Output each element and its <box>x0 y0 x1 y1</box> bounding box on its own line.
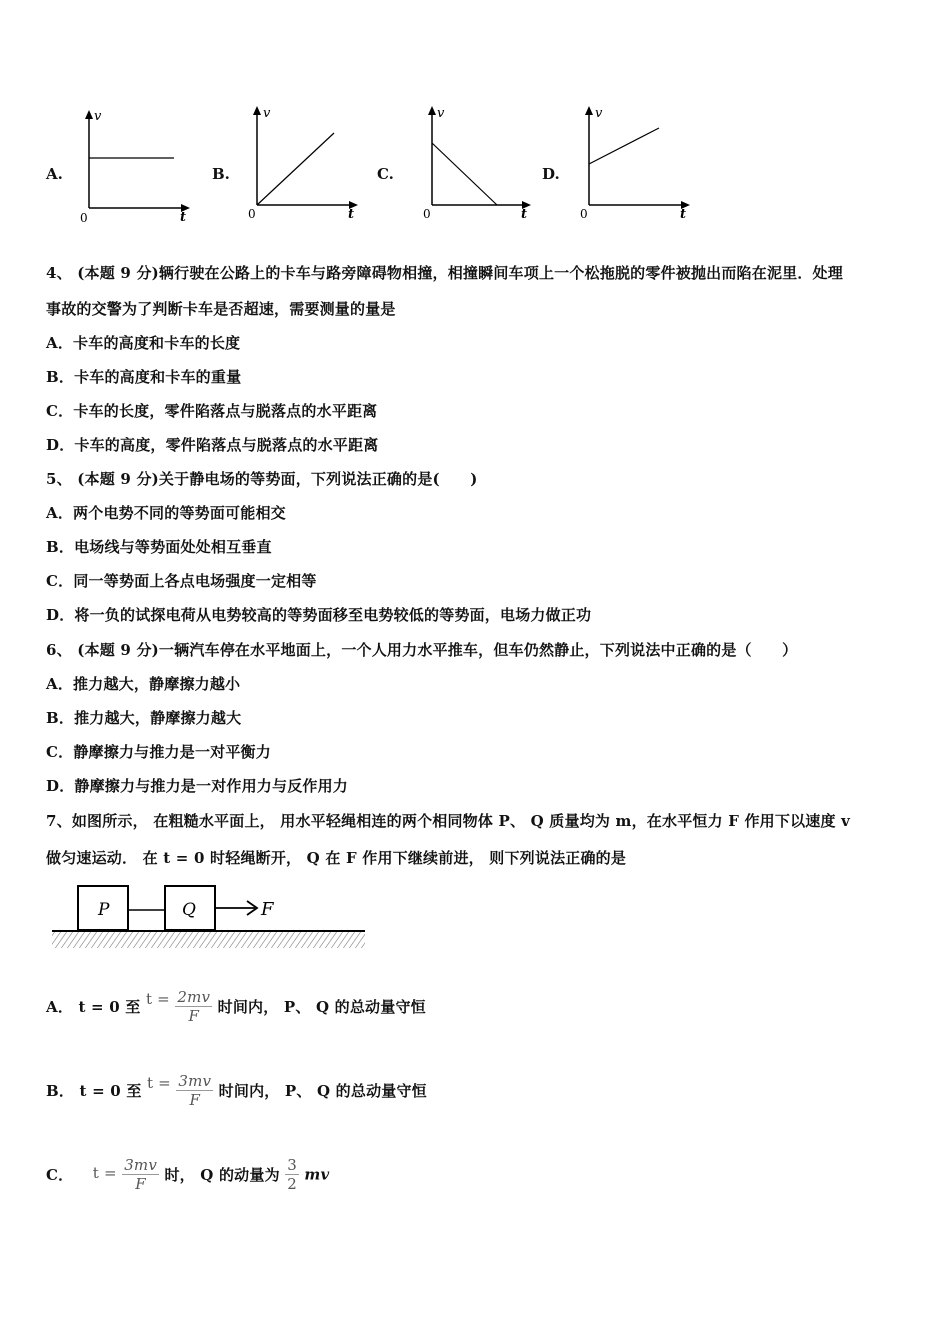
option-label: B． <box>46 1082 75 1100</box>
option-tail: 时间内， P、 Q 的总动量守恒 <box>218 1082 427 1100</box>
axis-origin: 0 <box>80 211 88 225</box>
block-q-label: Q <box>182 900 196 920</box>
q7-stem-line2: 做匀速运动． 在 t = 0 时轻绳断开， Q 在 F 作用下继续前进， 则下列说法正确的是 <box>46 849 627 867</box>
q4-option-d: D．卡车的高度，零件陷落点与脱落点的水平距离 <box>46 436 379 454</box>
axis-origin: 0 <box>580 207 588 221</box>
axis-origin: 0 <box>248 207 256 221</box>
option-condition: t = 0 至 <box>79 1082 142 1100</box>
q7-option-b <box>46 1072 427 1109</box>
axis-label-t: t <box>521 207 528 222</box>
vt-graph-c <box>415 100 540 225</box>
t-equals: t = <box>146 1073 171 1092</box>
fraction-2mv-over-f: $\frac{2mv}{F}$ <box>177 988 211 1025</box>
option-label: A． <box>46 998 74 1016</box>
fraction-3mv-over-f: $\frac{3mv}{F}$ <box>124 1156 158 1193</box>
ground-hatch <box>52 932 365 948</box>
graph-option-label: A. <box>46 165 63 183</box>
q7-figure <box>50 878 370 953</box>
q7-option-a <box>46 988 426 1025</box>
graph-option-label: D. <box>542 165 560 183</box>
q4-stem-line1: 4、 (本题 9 分)辆行驶在公路上的卡车与路旁障碍物相撞，相撞瞬间车项上一个松拖脱的零件被抛出而陷在泥里．处理 <box>46 264 843 282</box>
vt-graph-b <box>240 100 365 225</box>
fraction-3-over-2: $\frac{3}{2}$ <box>287 1156 297 1193</box>
option-label: C． <box>46 1166 74 1184</box>
q6-option-d: D．静摩擦力与推力是一对作用力与反作用力 <box>46 777 349 795</box>
axis-label-v: v <box>437 106 445 121</box>
option-tail: 时间内， P、 Q 的总动量守恒 <box>217 998 426 1016</box>
q5-option-b: B．电场线与等势面处处相互垂直 <box>46 538 272 556</box>
block-p-label: P <box>98 900 110 920</box>
q5-option-d: D．将一负的试探电荷从电势较高的等势面移至电势较低的等势面，电场力做正功 <box>46 606 592 624</box>
q5-option-a: A．两个电势不同的等势面可能相交 <box>46 504 286 522</box>
t-equals: t = <box>145 989 170 1008</box>
fraction-3mv-over-f: $\frac{3mv}{F}$ <box>178 1072 212 1109</box>
q4-stem-line2: 事故的交警为了判断卡车是否超速，需要测量的量是 <box>46 300 396 318</box>
axis-label-v: v <box>94 109 102 124</box>
axis-label-t: t <box>680 207 687 222</box>
option-mid: 时， Q 的动量为 <box>164 1166 280 1184</box>
q6-option-a: A．推力越大，静摩擦力越小 <box>46 675 241 693</box>
q7-stem-line1: 7、如图所示， 在粗糙水平面上， 用水平轻绳相连的两个相同物体 P、 Q 质量均为 m，在水平恒力 F 作用下以速度 v <box>46 812 851 830</box>
q5-option-c: C．同一等势面上各点电场强度一定相等 <box>46 572 317 590</box>
q4-option-a: A．卡车的高度和卡车的长度 <box>46 334 241 352</box>
q5-stem: 5、 (本题 9 分)关于静电场的等势面，下列说法正确的是( ) <box>46 470 478 488</box>
graph-option-label: C. <box>377 165 394 183</box>
graph-option-label: B. <box>212 165 230 183</box>
q4-option-b: B．卡车的高度和卡车的重量 <box>46 368 242 386</box>
q4-option-c: C．卡车的长度，零件陷落点与脱落点的水平距离 <box>46 402 378 420</box>
q6-option-b: B．推力越大，静摩擦力越大 <box>46 709 242 727</box>
axis-label-t: t <box>348 207 355 222</box>
axis-label-v: v <box>595 106 603 121</box>
axis-label-t: t <box>180 210 187 225</box>
t-equals: t = <box>92 1163 117 1182</box>
force-label: F <box>261 899 274 920</box>
q7-option-c <box>46 1156 329 1193</box>
q6-option-c: C．静摩擦力与推力是一对平衡力 <box>46 743 271 761</box>
option-condition: t = 0 至 <box>78 998 141 1016</box>
axis-origin: 0 <box>423 207 431 221</box>
vt-graph-a <box>72 105 197 225</box>
vt-graph-d <box>574 100 699 225</box>
momentum-mv: mv <box>304 1165 330 1184</box>
axis-label-v: v <box>263 106 271 121</box>
q6-stem: 6、 (本题 9 分)一辆汽车停在水平地面上，一个人用力水平推车，但车仍然静止，下列说法中正确的是（ ） <box>46 641 798 659</box>
